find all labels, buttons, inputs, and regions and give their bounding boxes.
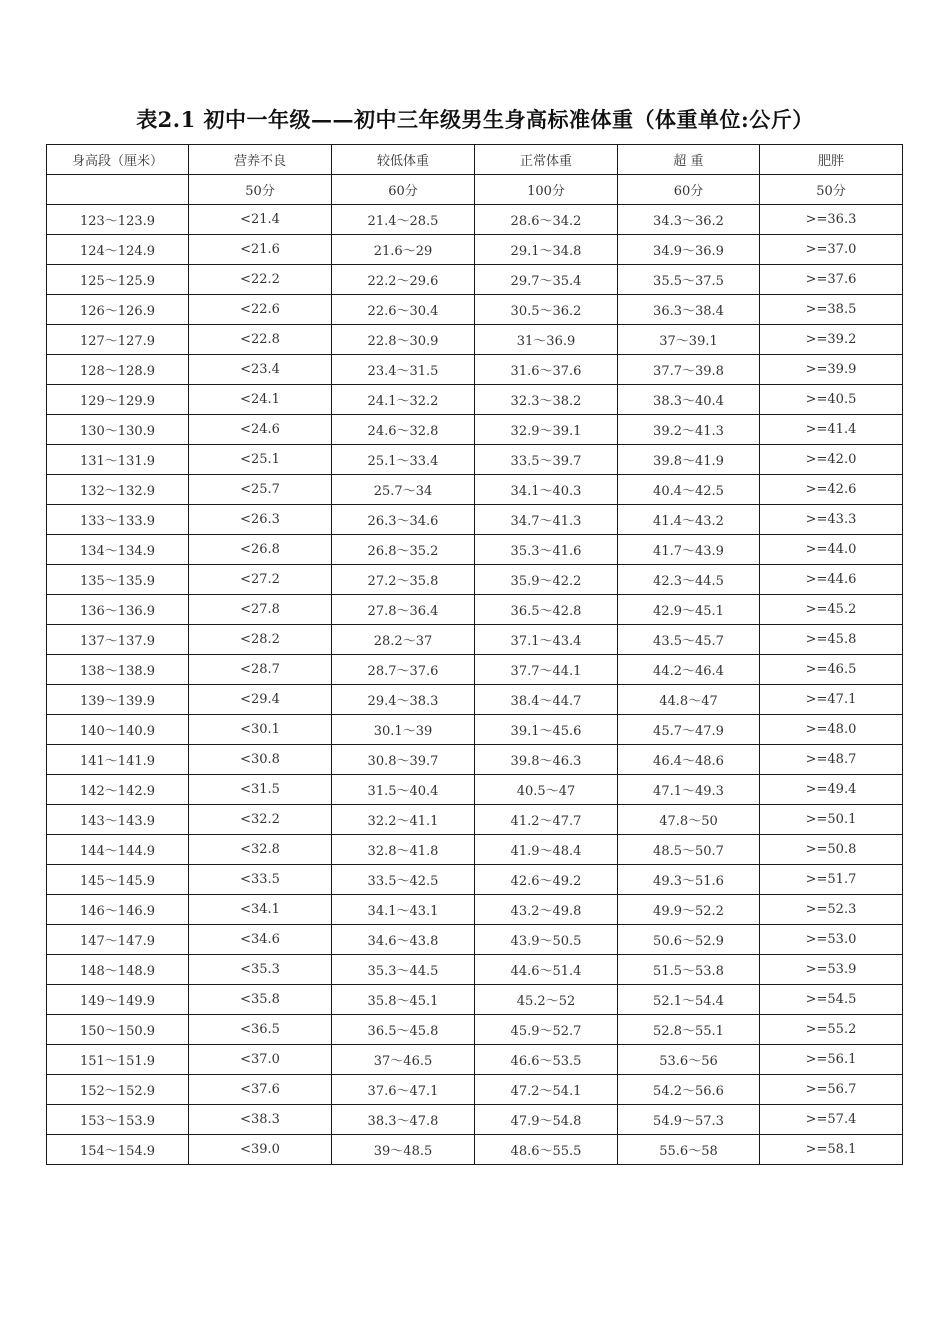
overweight-cell: 40.4～42.5 (618, 475, 760, 505)
normal-weight-cell: 37.7～44.1 (475, 655, 618, 685)
low-weight-cell: 38.3～47.8 (332, 1105, 475, 1135)
header-cell-low-weight: 较低体重 (332, 145, 475, 175)
obese-cell: >=50.1 (760, 805, 903, 835)
height-range-cell: 128～128.9 (47, 355, 189, 385)
low-weight-cell: 35.8～45.1 (332, 985, 475, 1015)
header-cell-obese: 肥胖 (760, 145, 903, 175)
table-row (47, 865, 903, 895)
malnutrition-cell: <23.4 (189, 355, 332, 385)
table-row (47, 835, 903, 865)
height-range-cell: 149～149.9 (47, 985, 189, 1015)
table-row (47, 685, 903, 715)
malnutrition-cell: <22.8 (189, 325, 332, 355)
malnutrition-cell: <37.0 (189, 1045, 332, 1075)
normal-weight-cell: 41.9～48.4 (475, 835, 618, 865)
normal-weight-cell: 39.1～45.6 (475, 715, 618, 745)
normal-weight-cell: 35.9～42.2 (475, 565, 618, 595)
low-weight-cell: 37.6～47.1 (332, 1075, 475, 1105)
score-cell: 60分 (332, 175, 475, 205)
table-row (47, 715, 903, 745)
overweight-cell: 44.8～47 (618, 685, 760, 715)
table-row (47, 295, 903, 325)
overweight-cell: 39.8～41.9 (618, 445, 760, 475)
obese-cell: >=52.3 (760, 895, 903, 925)
low-weight-cell: 28.2～37 (332, 625, 475, 655)
height-range-cell: 141～141.9 (47, 745, 189, 775)
overweight-cell: 36.3～38.4 (618, 295, 760, 325)
low-weight-cell: 32.2～41.1 (332, 805, 475, 835)
low-weight-cell: 21.4～28.5 (332, 205, 475, 235)
malnutrition-cell: <22.2 (189, 265, 332, 295)
normal-weight-cell: 34.7～41.3 (475, 505, 618, 535)
normal-weight-cell: 40.5～47 (475, 775, 618, 805)
normal-weight-cell: 30.5～36.2 (475, 295, 618, 325)
malnutrition-cell: <28.7 (189, 655, 332, 685)
table-row (47, 235, 903, 265)
header-cell-malnutrition: 营养不良 (189, 145, 332, 175)
malnutrition-cell: <22.6 (189, 295, 332, 325)
overweight-cell: 34.3～36.2 (618, 205, 760, 235)
table-row (47, 595, 903, 625)
obese-cell: >=55.2 (760, 1015, 903, 1045)
score-cell: 60分 (618, 175, 760, 205)
obese-cell: >=48.0 (760, 715, 903, 745)
obese-cell: >=53.0 (760, 925, 903, 955)
score-cell: 50分 (189, 175, 332, 205)
height-range-cell: 147～147.9 (47, 925, 189, 955)
low-weight-cell: 39～48.5 (332, 1135, 475, 1165)
table-row (47, 925, 903, 955)
score-cell: 100分 (475, 175, 618, 205)
table-row (47, 655, 903, 685)
table-row (47, 325, 903, 355)
height-range-cell: 145～145.9 (47, 865, 189, 895)
normal-weight-cell: 42.6～49.2 (475, 865, 618, 895)
overweight-cell: 49.3～51.6 (618, 865, 760, 895)
malnutrition-cell: <35.8 (189, 985, 332, 1015)
low-weight-cell: 27.2～35.8 (332, 565, 475, 595)
table-row (47, 1135, 903, 1165)
overweight-cell: 52.8～55.1 (618, 1015, 760, 1045)
overweight-cell: 37.7～39.8 (618, 355, 760, 385)
height-range-cell: 135～135.9 (47, 565, 189, 595)
overweight-cell: 47.8～50 (618, 805, 760, 835)
overweight-cell: 39.2～41.3 (618, 415, 760, 445)
low-weight-cell: 22.6～30.4 (332, 295, 475, 325)
malnutrition-cell: <26.3 (189, 505, 332, 535)
normal-weight-cell: 33.5～39.7 (475, 445, 618, 475)
low-weight-cell: 35.3～44.5 (332, 955, 475, 985)
low-weight-cell: 34.1～43.1 (332, 895, 475, 925)
header-row (47, 145, 903, 175)
malnutrition-cell: <25.1 (189, 445, 332, 475)
overweight-cell: 45.7～47.9 (618, 715, 760, 745)
height-range-cell: 131～131.9 (47, 445, 189, 475)
low-weight-cell: 25.7～34 (332, 475, 475, 505)
table-row (47, 1015, 903, 1045)
obese-cell: >=37.0 (760, 235, 903, 265)
low-weight-cell: 30.8～39.7 (332, 745, 475, 775)
height-range-cell: 133～133.9 (47, 505, 189, 535)
low-weight-cell: 29.4～38.3 (332, 685, 475, 715)
normal-weight-cell: 45.2～52 (475, 985, 618, 1015)
score-cell (47, 175, 189, 205)
malnutrition-cell: <27.8 (189, 595, 332, 625)
table-row (47, 565, 903, 595)
obese-cell: >=41.4 (760, 415, 903, 445)
obese-cell: >=42.6 (760, 475, 903, 505)
height-range-cell: 137～137.9 (47, 625, 189, 655)
malnutrition-cell: <34.6 (189, 925, 332, 955)
obese-cell: >=45.8 (760, 625, 903, 655)
malnutrition-cell: <24.1 (189, 385, 332, 415)
table-body (47, 145, 903, 1165)
weight-standard-table (46, 144, 903, 1165)
height-range-cell: 154～154.9 (47, 1135, 189, 1165)
normal-weight-cell: 29.1～34.8 (475, 235, 618, 265)
normal-weight-cell: 35.3～41.6 (475, 535, 618, 565)
obese-cell: >=39.2 (760, 325, 903, 355)
low-weight-cell: 26.3～34.6 (332, 505, 475, 535)
malnutrition-cell: <30.1 (189, 715, 332, 745)
table-row (47, 535, 903, 565)
height-range-cell: 150～150.9 (47, 1015, 189, 1045)
table-row (47, 505, 903, 535)
overweight-cell: 53.6～56 (618, 1045, 760, 1075)
low-weight-cell: 36.5～45.8 (332, 1015, 475, 1045)
obese-cell: >=38.5 (760, 295, 903, 325)
overweight-cell: 54.2～56.6 (618, 1075, 760, 1105)
malnutrition-cell: <39.0 (189, 1135, 332, 1165)
table-row (47, 625, 903, 655)
normal-weight-cell: 47.2～54.1 (475, 1075, 618, 1105)
normal-weight-cell: 48.6～55.5 (475, 1135, 618, 1165)
height-range-cell: 129～129.9 (47, 385, 189, 415)
malnutrition-cell: <33.5 (189, 865, 332, 895)
malnutrition-cell: <27.2 (189, 565, 332, 595)
height-range-cell: 138～138.9 (47, 655, 189, 685)
overweight-cell: 41.7～43.9 (618, 535, 760, 565)
obese-cell: >=51.7 (760, 865, 903, 895)
obese-cell: >=43.3 (760, 505, 903, 535)
obese-cell: >=46.5 (760, 655, 903, 685)
height-range-cell: 132～132.9 (47, 475, 189, 505)
height-range-cell: 134～134.9 (47, 535, 189, 565)
low-weight-cell: 37～46.5 (332, 1045, 475, 1075)
obese-cell: >=57.4 (760, 1105, 903, 1135)
normal-weight-cell: 32.3～38.2 (475, 385, 618, 415)
low-weight-cell: 31.5～40.4 (332, 775, 475, 805)
obese-cell: >=48.7 (760, 745, 903, 775)
low-weight-cell: 34.6～43.8 (332, 925, 475, 955)
malnutrition-cell: <28.2 (189, 625, 332, 655)
obese-cell: >=54.5 (760, 985, 903, 1015)
obese-cell: >=56.1 (760, 1045, 903, 1075)
obese-cell: >=47.1 (760, 685, 903, 715)
malnutrition-cell: <21.6 (189, 235, 332, 265)
low-weight-cell: 27.8～36.4 (332, 595, 475, 625)
overweight-cell: 42.9～45.1 (618, 595, 760, 625)
overweight-cell: 49.9～52.2 (618, 895, 760, 925)
normal-weight-cell: 45.9～52.7 (475, 1015, 618, 1045)
overweight-cell: 42.3～44.5 (618, 565, 760, 595)
normal-weight-cell: 39.8～46.3 (475, 745, 618, 775)
overweight-cell: 50.6～52.9 (618, 925, 760, 955)
overweight-cell: 35.5～37.5 (618, 265, 760, 295)
low-weight-cell: 33.5～42.5 (332, 865, 475, 895)
table-row (47, 1075, 903, 1105)
score-cell: 50分 (760, 175, 903, 205)
malnutrition-cell: <25.7 (189, 475, 332, 505)
obese-cell: >=44.0 (760, 535, 903, 565)
overweight-cell: 54.9～57.3 (618, 1105, 760, 1135)
normal-weight-cell: 41.2～47.7 (475, 805, 618, 835)
normal-weight-cell: 46.6～53.5 (475, 1045, 618, 1075)
table-row (47, 955, 903, 985)
normal-weight-cell: 44.6～51.4 (475, 955, 618, 985)
low-weight-cell: 30.1～39 (332, 715, 475, 745)
header-cell-height-range: 身高段（厘米） (47, 145, 189, 175)
low-weight-cell: 24.1～32.2 (332, 385, 475, 415)
height-range-cell: 127～127.9 (47, 325, 189, 355)
height-range-cell: 146～146.9 (47, 895, 189, 925)
overweight-cell: 47.1～49.3 (618, 775, 760, 805)
overweight-cell: 38.3～40.4 (618, 385, 760, 415)
malnutrition-cell: <26.8 (189, 535, 332, 565)
low-weight-cell: 24.6～32.8 (332, 415, 475, 445)
obese-cell: >=53.9 (760, 955, 903, 985)
normal-weight-cell: 34.1～40.3 (475, 475, 618, 505)
low-weight-cell: 22.2～29.6 (332, 265, 475, 295)
header-cell-overweight: 超 重 (618, 145, 760, 175)
overweight-cell: 55.6～58 (618, 1135, 760, 1165)
normal-weight-cell: 28.6～34.2 (475, 205, 618, 235)
height-range-cell: 125～125.9 (47, 265, 189, 295)
malnutrition-cell: <32.2 (189, 805, 332, 835)
table-row (47, 805, 903, 835)
obese-cell: >=56.7 (760, 1075, 903, 1105)
malnutrition-cell: <34.1 (189, 895, 332, 925)
normal-weight-cell: 37.1～43.4 (475, 625, 618, 655)
overweight-cell: 48.5～50.7 (618, 835, 760, 865)
normal-weight-cell: 32.9～39.1 (475, 415, 618, 445)
table-row (47, 1105, 903, 1135)
low-weight-cell: 32.8～41.8 (332, 835, 475, 865)
normal-weight-cell: 43.9～50.5 (475, 925, 618, 955)
table-row (47, 775, 903, 805)
obese-cell: >=49.4 (760, 775, 903, 805)
normal-weight-cell: 29.7～35.4 (475, 265, 618, 295)
malnutrition-cell: <38.3 (189, 1105, 332, 1135)
obese-cell: >=50.8 (760, 835, 903, 865)
malnutrition-cell: <21.4 (189, 205, 332, 235)
table-row (47, 265, 903, 295)
malnutrition-cell: <31.5 (189, 775, 332, 805)
low-weight-cell: 26.8～35.2 (332, 535, 475, 565)
height-range-cell: 123～123.9 (47, 205, 189, 235)
height-range-cell: 151～151.9 (47, 1045, 189, 1075)
height-range-cell: 126～126.9 (47, 295, 189, 325)
table-row (47, 415, 903, 445)
normal-weight-cell: 31～36.9 (475, 325, 618, 355)
height-range-cell: 144～144.9 (47, 835, 189, 865)
height-range-cell: 152～152.9 (47, 1075, 189, 1105)
overweight-cell: 44.2～46.4 (618, 655, 760, 685)
overweight-cell: 46.4～48.6 (618, 745, 760, 775)
table-row (47, 895, 903, 925)
malnutrition-cell: <30.8 (189, 745, 332, 775)
obese-cell: >=39.9 (760, 355, 903, 385)
overweight-cell: 51.5～53.8 (618, 955, 760, 985)
malnutrition-cell: <35.3 (189, 955, 332, 985)
table-row (47, 1045, 903, 1075)
obese-cell: >=44.6 (760, 565, 903, 595)
height-range-cell: 142～142.9 (47, 775, 189, 805)
low-weight-cell: 22.8～30.9 (332, 325, 475, 355)
height-range-cell: 139～139.9 (47, 685, 189, 715)
malnutrition-cell: <36.5 (189, 1015, 332, 1045)
table-row (47, 445, 903, 475)
height-range-cell: 136～136.9 (47, 595, 189, 625)
obese-cell: >=37.6 (760, 265, 903, 295)
score-row (47, 175, 903, 205)
height-range-cell: 140～140.9 (47, 715, 189, 745)
low-weight-cell: 21.6～29 (332, 235, 475, 265)
overweight-cell: 37～39.1 (618, 325, 760, 355)
table-row (47, 745, 903, 775)
overweight-cell: 41.4～43.2 (618, 505, 760, 535)
malnutrition-cell: <24.6 (189, 415, 332, 445)
malnutrition-cell: <32.8 (189, 835, 332, 865)
normal-weight-cell: 43.2～49.8 (475, 895, 618, 925)
obese-cell: >=45.2 (760, 595, 903, 625)
obese-cell: >=40.5 (760, 385, 903, 415)
height-range-cell: 153～153.9 (47, 1105, 189, 1135)
height-range-cell: 148～148.9 (47, 955, 189, 985)
table-row (47, 355, 903, 385)
overweight-cell: 43.5～45.7 (618, 625, 760, 655)
table-row (47, 385, 903, 415)
normal-weight-cell: 47.9～54.8 (475, 1105, 618, 1135)
low-weight-cell: 28.7～37.6 (332, 655, 475, 685)
height-range-cell: 143～143.9 (47, 805, 189, 835)
normal-weight-cell: 38.4～44.7 (475, 685, 618, 715)
table-row (47, 985, 903, 1015)
table-title: 表2.1 初中一年级——初中三年级男生身高标准体重（体重单位:公斤） (136, 107, 814, 132)
low-weight-cell: 23.4～31.5 (332, 355, 475, 385)
overweight-cell: 34.9～36.9 (618, 235, 760, 265)
obese-cell: >=42.0 (760, 445, 903, 475)
height-range-cell: 130～130.9 (47, 415, 189, 445)
header-cell-normal-weight: 正常体重 (475, 145, 618, 175)
obese-cell: >=36.3 (760, 205, 903, 235)
table-row (47, 475, 903, 505)
height-range-cell: 124～124.9 (47, 235, 189, 265)
obese-cell: >=58.1 (760, 1135, 903, 1165)
table-row (47, 205, 903, 235)
normal-weight-cell: 36.5～42.8 (475, 595, 618, 625)
normal-weight-cell: 31.6～37.6 (475, 355, 618, 385)
malnutrition-cell: <37.6 (189, 1075, 332, 1105)
overweight-cell: 52.1～54.4 (618, 985, 760, 1015)
low-weight-cell: 25.1～33.4 (332, 445, 475, 475)
malnutrition-cell: <29.4 (189, 685, 332, 715)
